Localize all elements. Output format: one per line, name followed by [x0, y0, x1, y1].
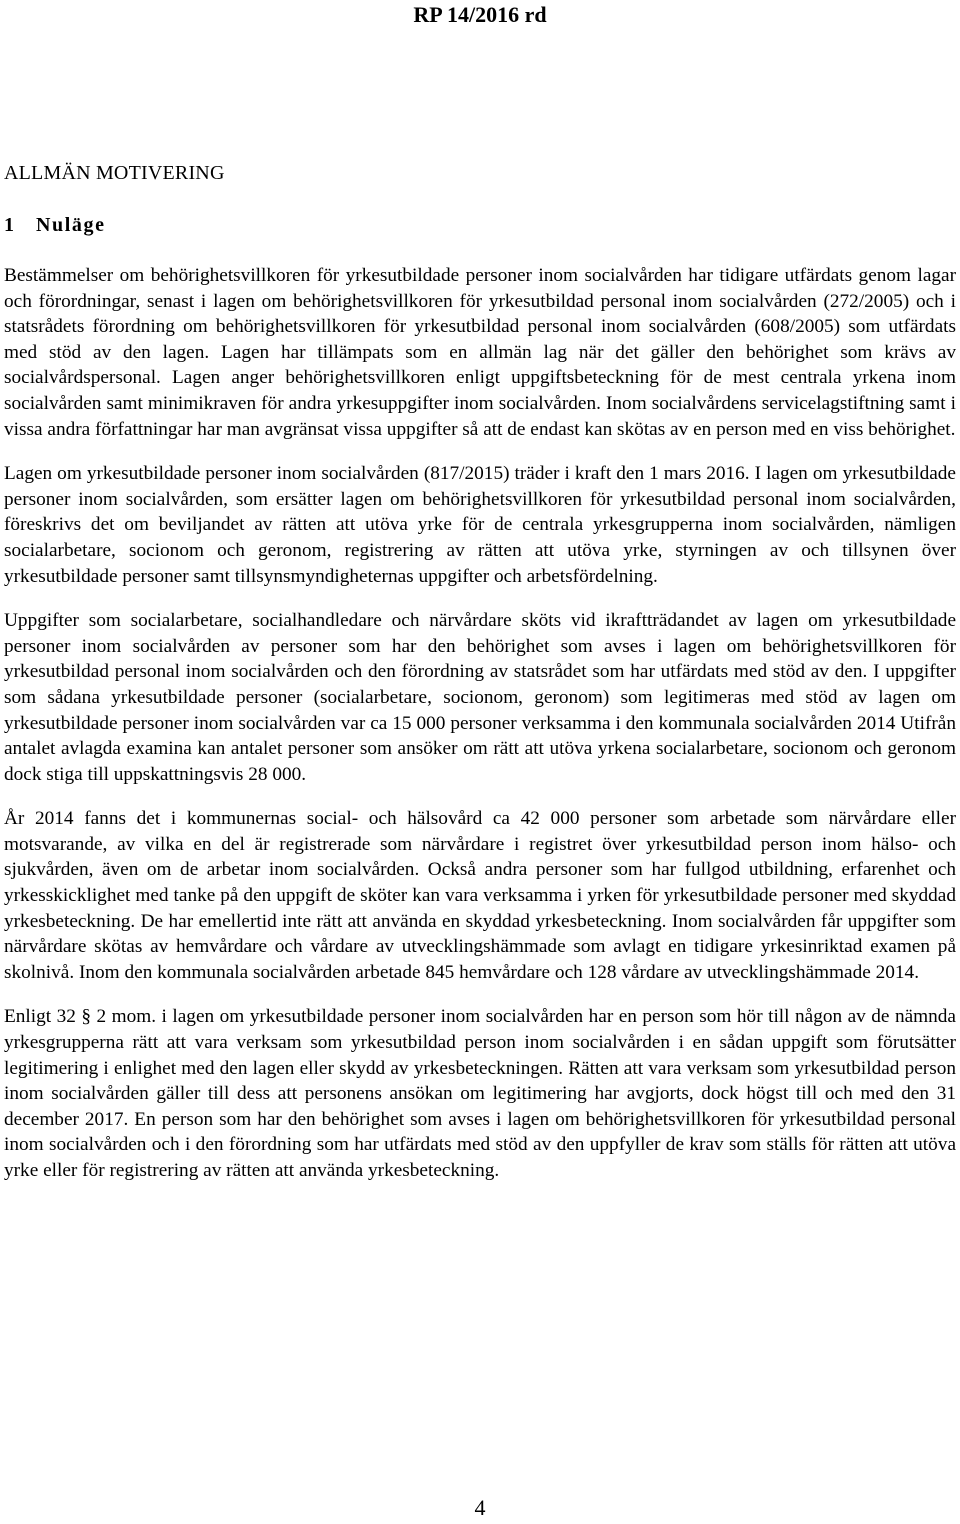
paragraph: År 2014 fanns det i kommunernas social- och hälsovård ca 42 000 personer som arbetade som närvårdare eller motsvarande, av vilka en del är registrerade som närvårdare i registret över yrkesutbildad person inom hälso- och sjukvården, även om de arbetar inom socialvården. Också andra personer som har fullgod utbildning, erfarenhet och yrkesskicklighet med tanke på den uppgift de sköter kan vara verksamma i yrken för yrkesutbildade personer med skyddad yrkesbeteckning. De har emellertid inte rätt att använda en skyddad yrkesbeteckning. Inom socialvården får uppgifter som närvårdare skötas av hemvårdare och vårdare av utvecklingshämmade som avlagt en tidigare yrkesinriktad examen på skolnivå. Inom den kommunala socialvården arbetade 845 hemvårdare och 128 vårdare av utvecklingshämmade 2014. [4, 808, 956, 983]
document-header: RP 14/2016 rd [413, 2, 547, 27]
section-title: ALLMÄN MOTIVERING [4, 162, 225, 184]
paragraph: Lagen om yrkesutbildade personer inom socialvården (817/2015) träder i kraft den 1 mars 2016. I lagen om yrkesutbildade personer inom socialvården, som ersätter lagen om behörighetsvillkoren för yrkesutbildad personal inom socialvården, föreskrivs det om beviljandet av rätten att utöva yrke för de centrala yrkesgrupperna inom socialvården, nämligen socialarbetare, socionom och geronom, registrering av rätten att utöva yrke, styrningen av och tillsynen över yrkesutbildade personer samt tillsynsmyndigheternas uppgifter och arbetsfördelning. [4, 463, 956, 587]
subsection-number: 1 [4, 214, 14, 236]
paragraph: Bestämmelser om behörighetsvillkoren för yrkesutbildade personer inom socialvården har tidigare utfärdats genom lagar och förordningar, senast i lagen om behörighetsvillkoren för yrkesutbildad personal inom socialvården (272/2005) och i statsrådets förordning om behörighetsvillkoren för yrkesutbildad personal inom socialvården (608/2005) som utfärdats med stöd av den lagen. Lagen har tillämpats som en allmän lag när det gäller den behörighet som krävs av socialvårdspersonal. Lagen anger behörighetsvillkoren enligt uppgiftsbeteckning för de mest centrala yrkena inom socialvården samt minimikraven för andra yrkesuppgifter inom socialvården. Inom socialvårdens servicelagstiftning samt i vissa andra författningar har man avgränsat vissa uppgifter så att de endast kan skötas av en person med en viss behörighet. [4, 265, 956, 440]
paragraph: Uppgifter som socialarbetare, socialhandledare och närvårdare sköts vid ikraftträdandet av lagen om yrkesutbildade personer inom socialvården av personer som har den behörighet som avses i lagen om behörighetsvillkoren för yrkesutbildad personal inom socialvården och den förordning av statsrådet som har utfärdats med stöd av den. I uppgifter som sådana yrkesutbildade personer (socialarbetare, socionom, geronom) som legitimeras med stöd av lagen om yrkesutbildade personer inom socialvården var ca 15 000 personer verksamma i den kommunala socialvården 2014 Utifrån antalet avlagda examina kan antalet personer som ansöker om rätt att utöva yrkena socialarbetare, socionom och geronom dock stiga till uppskattningsvis 28 000. [4, 610, 956, 785]
subsection-heading [4, 212, 106, 238]
paragraph: Enligt 32 § 2 mom. i lagen om yrkesutbildade personer inom socialvården har en person som hör till någon av de nämnda yrkesgrupperna rätt att vara verksam som yrkesutbildad person inom socialvården i en sådan uppgift som förutsätter legitimering i enlighet med den lagen eller skydd av yrkesbeteckningen. Rätten att vara verksam som yrkesutbildad person inom socialvården gäller till dess att personens ansökan om legitimering har avgjorts, dock högst till och med den 31 december 2017. En person som har den behörighet som avses i lagen om behörighetsvillkoren för yrkesutbildad personal inom socialvården och i den förordning som har utfärdats med stöd av den uppfyller de krav som ställs för rätten att utöva yrke eller för registrering av rätten att använda yrkesbeteckning. [4, 1006, 956, 1181]
document-body [4, 263, 956, 1203]
subsection-title: Nuläge [36, 214, 106, 236]
page-number: 4 [474, 1495, 486, 1520]
